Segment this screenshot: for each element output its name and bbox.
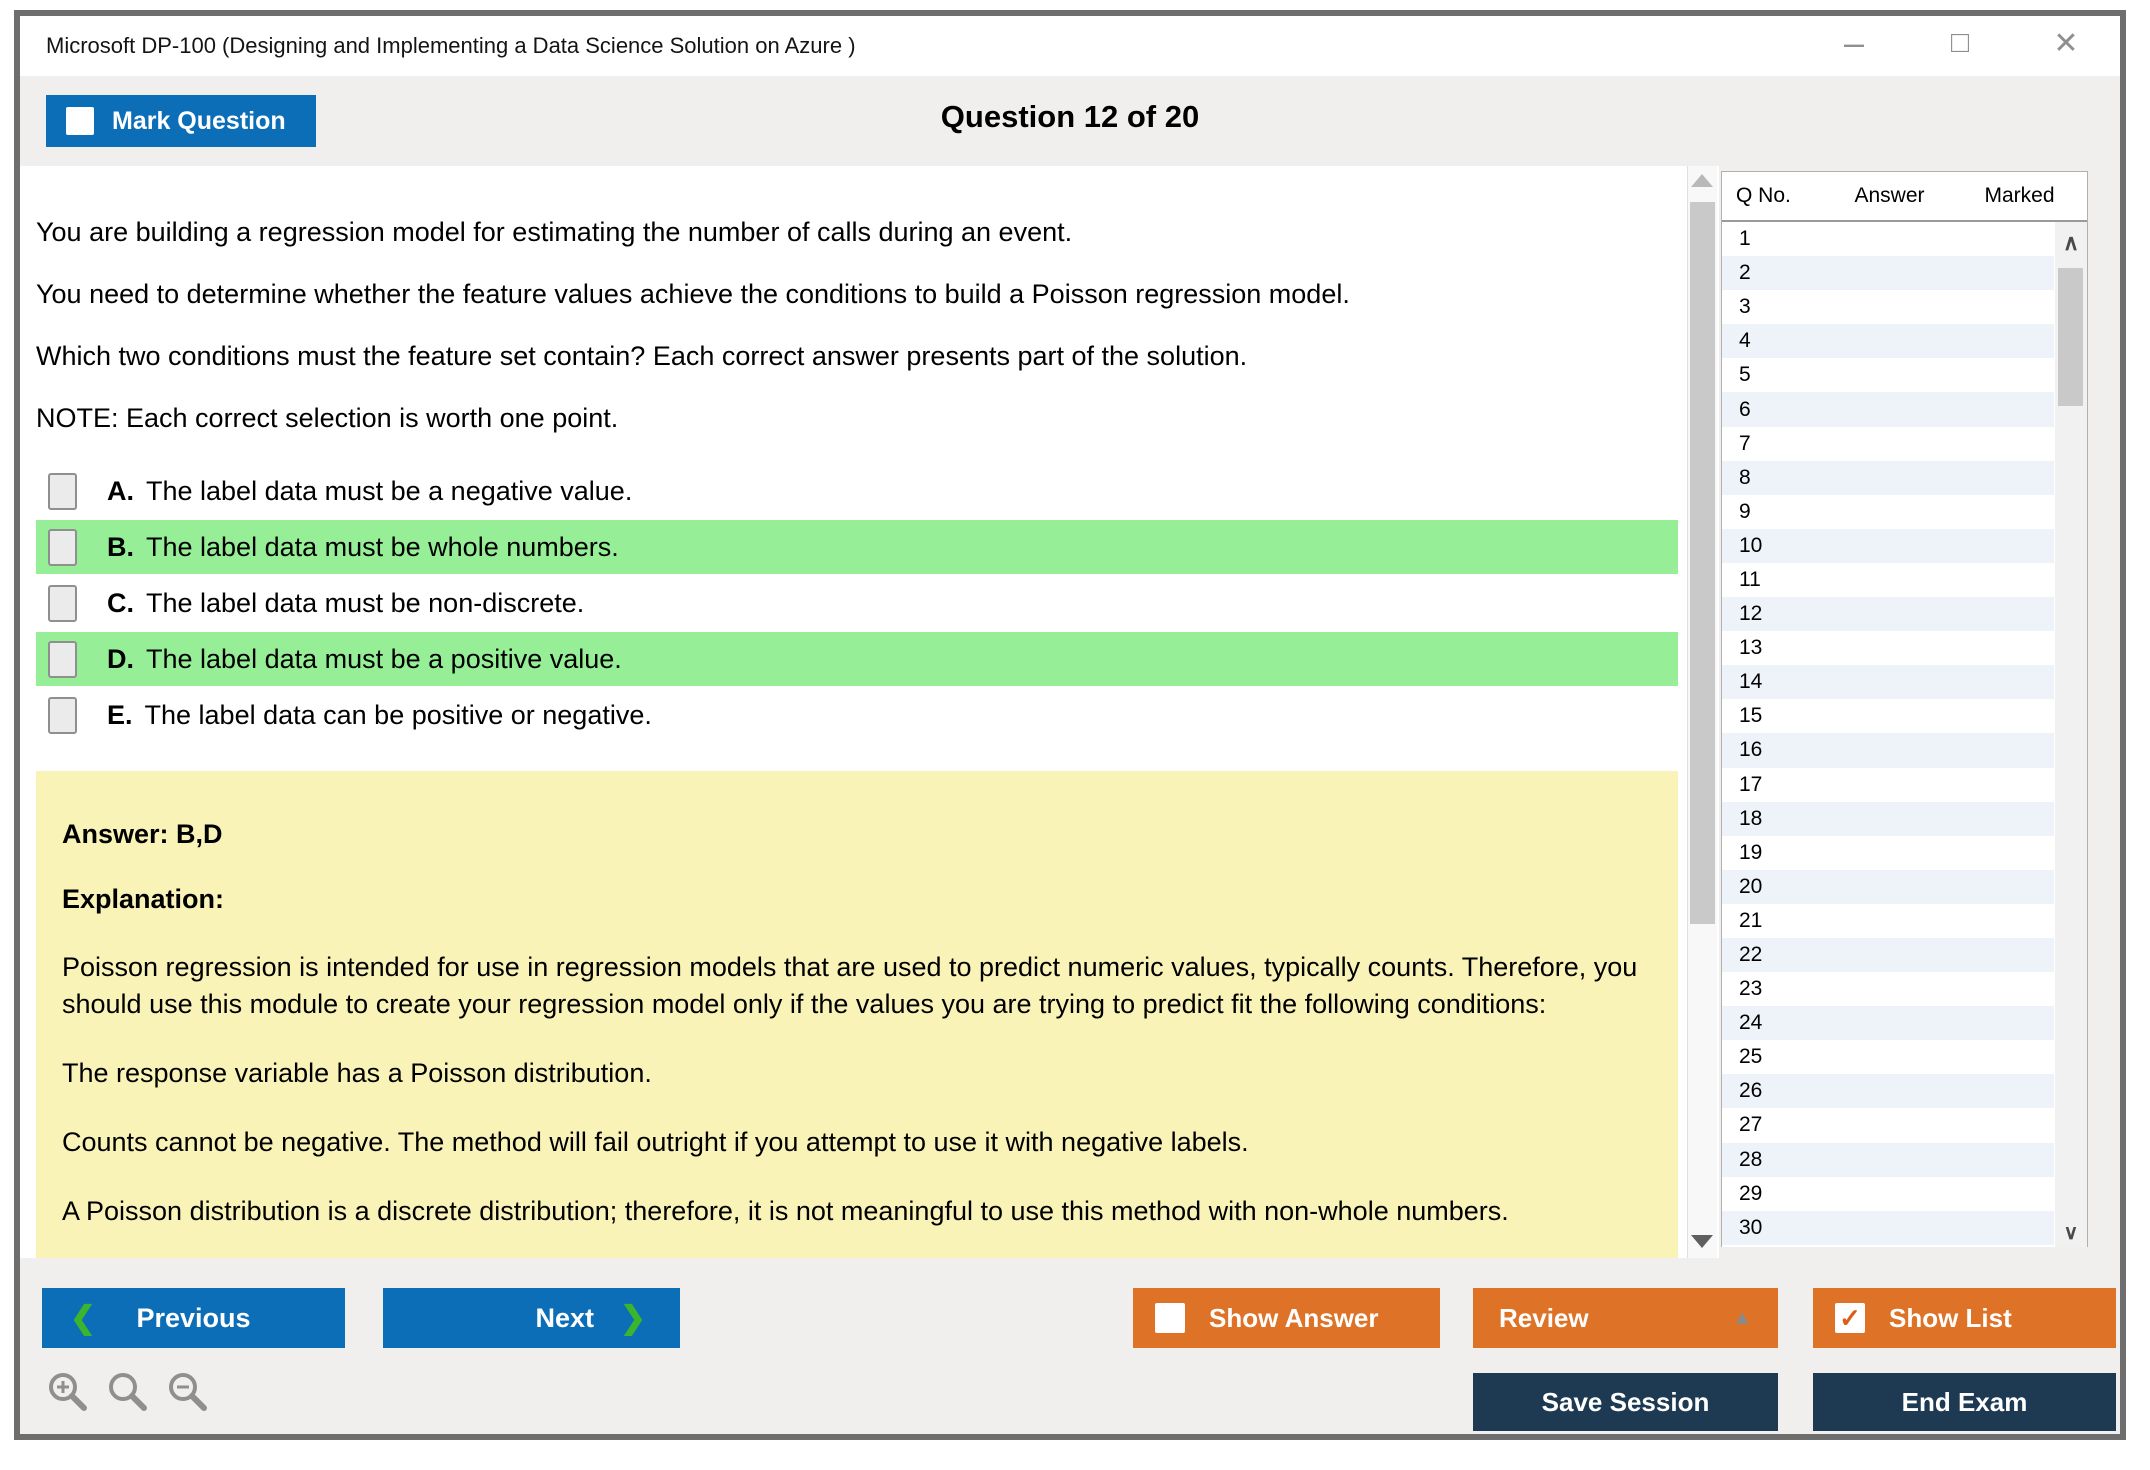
qlist-row[interactable] bbox=[1722, 563, 2054, 597]
question-paragraph: You are building a regression model for estimating the number of calls during an event. bbox=[36, 217, 1073, 247]
qlist-row[interactable] bbox=[1722, 324, 2054, 358]
show-list-checkbox[interactable] bbox=[1835, 1303, 1865, 1333]
option-text: The label data must be a positive value. bbox=[146, 643, 622, 674]
qlist-row[interactable] bbox=[1722, 1211, 2054, 1245]
qlist-row[interactable] bbox=[1722, 597, 2054, 631]
option-letter: B. bbox=[107, 531, 134, 562]
scroll-down-icon[interactable] bbox=[1691, 1235, 1713, 1248]
qlist-row-number: 21 bbox=[1739, 908, 1763, 932]
show-list-button[interactable] bbox=[1813, 1288, 2116, 1348]
qlist-row[interactable] bbox=[1722, 836, 2054, 870]
previous-chevron-icon: ❮ bbox=[70, 1300, 96, 1335]
save-session-label: Save Session bbox=[1541, 1386, 1710, 1417]
qlist-row-number: 16 bbox=[1739, 738, 1763, 762]
qlist-row-number: 2 bbox=[1739, 261, 1751, 285]
qlist-row[interactable] bbox=[1722, 1108, 2054, 1142]
qlist-row[interactable] bbox=[1722, 495, 2054, 529]
zoom-reset-icon[interactable] bbox=[106, 1370, 150, 1414]
bottom-bar bbox=[20, 1258, 2120, 1434]
option-row-b[interactable] bbox=[36, 520, 1678, 574]
qlist-row-number: 13 bbox=[1739, 636, 1763, 660]
question-counter: Question 12 of 20 bbox=[940, 99, 1200, 134]
qlist-row-number: 8 bbox=[1739, 465, 1751, 489]
qlist-row[interactable] bbox=[1722, 938, 2054, 972]
qlist-row[interactable] bbox=[1722, 802, 2054, 836]
question-list-rows bbox=[1722, 222, 2054, 1247]
qlist-row[interactable] bbox=[1722, 461, 2054, 495]
qlist-row-number: 12 bbox=[1739, 602, 1763, 626]
qlist-row[interactable] bbox=[1722, 972, 2054, 1006]
column-qno: Q No. bbox=[1736, 184, 1791, 207]
qlist-row-number: 9 bbox=[1739, 499, 1751, 523]
next-button[interactable] bbox=[383, 1288, 680, 1348]
qlist-row-number: 15 bbox=[1739, 704, 1763, 728]
close-icon[interactable]: ✕ bbox=[2053, 26, 2079, 60]
content-scrollbar[interactable] bbox=[1687, 166, 1717, 1258]
qlist-row-number: 4 bbox=[1739, 329, 1751, 353]
minimize-icon[interactable]: – bbox=[1843, 22, 1865, 63]
options-list bbox=[36, 464, 1678, 742]
header-band bbox=[20, 76, 2120, 166]
explanation-paragraph: Poisson regression is intended for use in regression models that are used to predict numeric values, typically counts. Therefore, you should use this module to create your regression model only if the values you are trying to predict fit the following conditions: bbox=[62, 952, 1638, 1019]
qlist-row[interactable] bbox=[1722, 870, 2054, 904]
qlist-row-number: 29 bbox=[1739, 1181, 1763, 1205]
qlist-row-number: 24 bbox=[1739, 1011, 1763, 1035]
qlist-row-number: 6 bbox=[1739, 397, 1751, 421]
qlist-row[interactable] bbox=[1722, 358, 2054, 392]
answer-label: Answer: B,D bbox=[62, 819, 223, 849]
window-controls bbox=[1834, 20, 2086, 66]
qlist-row-number: 30 bbox=[1739, 1215, 1763, 1239]
column-answer: Answer bbox=[1854, 184, 1925, 207]
qlist-row[interactable] bbox=[1722, 1074, 2054, 1108]
qlist-row-number: 27 bbox=[1739, 1113, 1763, 1137]
option-letter: E. bbox=[107, 699, 133, 730]
question-paragraph: NOTE: Each correct selection is worth one point. bbox=[36, 403, 619, 433]
qlist-row[interactable] bbox=[1722, 904, 2054, 938]
review-caret-icon: ▲ bbox=[1732, 1306, 1752, 1329]
column-marked: Marked bbox=[1984, 184, 2055, 207]
qlist-row-number: 14 bbox=[1739, 670, 1763, 694]
show-answer-button[interactable] bbox=[1133, 1288, 1440, 1348]
qlist-row[interactable] bbox=[1722, 699, 2054, 733]
qlist-row[interactable] bbox=[1722, 1006, 2054, 1040]
explanation-text-block bbox=[62, 949, 1652, 1230]
qlist-row[interactable] bbox=[1722, 256, 2054, 290]
previous-label: Previous bbox=[136, 1302, 251, 1333]
zoom-in-icon[interactable] bbox=[46, 1370, 90, 1414]
explanation-box bbox=[36, 771, 1678, 1258]
qlist-row-number: 5 bbox=[1739, 363, 1751, 387]
qlist-row[interactable] bbox=[1722, 733, 2054, 767]
option-checkbox[interactable] bbox=[48, 529, 77, 566]
question-list-scrollbar[interactable] bbox=[2055, 222, 2087, 1247]
option-checkbox[interactable] bbox=[48, 697, 77, 734]
explanation-paragraph: Counts cannot be negative. The method will fail outright if you attempt to use it with negative labels. bbox=[62, 1127, 1249, 1157]
question-list-sidebar bbox=[1719, 166, 2120, 1258]
qlist-row-number: 25 bbox=[1739, 1045, 1763, 1069]
previous-button[interactable] bbox=[42, 1288, 345, 1348]
qlist-row-number: 7 bbox=[1739, 431, 1751, 455]
qlist-row[interactable] bbox=[1722, 768, 2054, 802]
title-bar bbox=[20, 16, 2120, 76]
option-checkbox[interactable] bbox=[48, 585, 77, 622]
qlist-row[interactable] bbox=[1722, 529, 2054, 563]
main-area bbox=[20, 166, 2120, 1258]
qlist-row[interactable] bbox=[1722, 222, 2054, 256]
qlist-row-number: 10 bbox=[1739, 533, 1763, 557]
option-text: The label data can be positive or negative. bbox=[144, 699, 652, 730]
show-list-label: Show List bbox=[1889, 1302, 2012, 1333]
explanation-paragraph: The response variable has a Poisson distribution. bbox=[62, 1058, 652, 1088]
option-checkbox[interactable] bbox=[48, 641, 77, 678]
qlist-row-number: 1 bbox=[1739, 227, 1751, 251]
qlist-row[interactable] bbox=[1722, 290, 2054, 324]
option-text: The label data must be non-discrete. bbox=[146, 587, 585, 618]
qlist-row[interactable] bbox=[1722, 1177, 2054, 1211]
question-content bbox=[20, 166, 1687, 1258]
option-row-d[interactable] bbox=[36, 632, 1678, 686]
list-scrollbar-thumb[interactable] bbox=[2058, 268, 2083, 406]
question-list-header bbox=[1722, 172, 2087, 222]
question-text-block bbox=[36, 216, 1687, 434]
option-text: The label data must be a negative value. bbox=[146, 475, 633, 506]
option-row-a[interactable] bbox=[36, 464, 1678, 518]
review-label: Review bbox=[1499, 1302, 1589, 1333]
question-paragraph: Which two conditions must the feature set contain? Each correct answer presents part of the solution. bbox=[36, 341, 1248, 371]
qlist-row[interactable] bbox=[1722, 665, 2054, 699]
zoom-out-icon[interactable] bbox=[166, 1370, 210, 1414]
qlist-row-number: 22 bbox=[1739, 943, 1763, 967]
app-window bbox=[14, 10, 2126, 1440]
zoom-tools bbox=[46, 1370, 210, 1414]
qlist-row-number: 17 bbox=[1739, 772, 1763, 796]
end-exam-button[interactable] bbox=[1813, 1373, 2116, 1431]
maximize-icon[interactable]: □ bbox=[1950, 26, 1970, 59]
qlist-row-number: 28 bbox=[1739, 1147, 1763, 1171]
qlist-row-number: 18 bbox=[1739, 806, 1763, 830]
review-button[interactable] bbox=[1473, 1288, 1778, 1348]
show-answer-checkbox[interactable] bbox=[1155, 1303, 1185, 1333]
next-chevron-icon: ❯ bbox=[620, 1300, 646, 1335]
save-session-button[interactable] bbox=[1473, 1373, 1778, 1431]
show-answer-label: Show Answer bbox=[1209, 1302, 1379, 1333]
question-list-panel bbox=[1721, 171, 2088, 1247]
option-text: The label data must be whole numbers. bbox=[146, 531, 619, 562]
option-letter: D. bbox=[107, 643, 134, 674]
explanation-paragraph: A Poisson distribution is a discrete distribution; therefore, it is not meaningful to use this method with non-whole numbers. bbox=[62, 1196, 1509, 1226]
qlist-row-number: 19 bbox=[1739, 840, 1763, 864]
qlist-row-number: 11 bbox=[1739, 567, 1761, 591]
scroll-up-icon[interactable] bbox=[1691, 174, 1713, 187]
qlist-row[interactable] bbox=[1722, 1040, 2054, 1074]
qlist-row-number: 3 bbox=[1739, 295, 1751, 319]
scrollbar-thumb[interactable] bbox=[1690, 202, 1715, 924]
qlist-row[interactable] bbox=[1722, 1143, 2054, 1177]
qlist-row-number: 26 bbox=[1739, 1079, 1763, 1103]
qlist-row-number: 23 bbox=[1739, 977, 1763, 1001]
qlist-row-number: 20 bbox=[1739, 874, 1763, 898]
mark-question-label: Mark Question bbox=[112, 106, 286, 135]
question-paragraph: You need to determine whether the feature values achieve the conditions to build a Poisson regression model. bbox=[36, 279, 1350, 309]
list-scroll-down-icon[interactable]: ∨ bbox=[2063, 1222, 2079, 1244]
qlist-row[interactable] bbox=[1722, 427, 2054, 461]
option-checkbox[interactable] bbox=[48, 473, 77, 510]
end-exam-label: End Exam bbox=[1901, 1386, 2028, 1417]
qlist-row[interactable] bbox=[1722, 392, 2054, 426]
check-icon: ✓ bbox=[1839, 1302, 1861, 1333]
window-title: Microsoft DP-100 (Designing and Implementing a Data Science Solution on Azure ) bbox=[46, 33, 856, 58]
option-row-e[interactable] bbox=[36, 688, 1678, 742]
explanation-label: Explanation: bbox=[62, 884, 225, 914]
next-label: Next bbox=[535, 1302, 595, 1333]
option-row-c[interactable] bbox=[36, 576, 1678, 630]
option-letter: C. bbox=[107, 587, 134, 618]
qlist-row[interactable] bbox=[1722, 631, 2054, 665]
list-scroll-up-icon[interactable]: ∧ bbox=[2062, 230, 2080, 255]
option-letter: A. bbox=[107, 475, 134, 506]
